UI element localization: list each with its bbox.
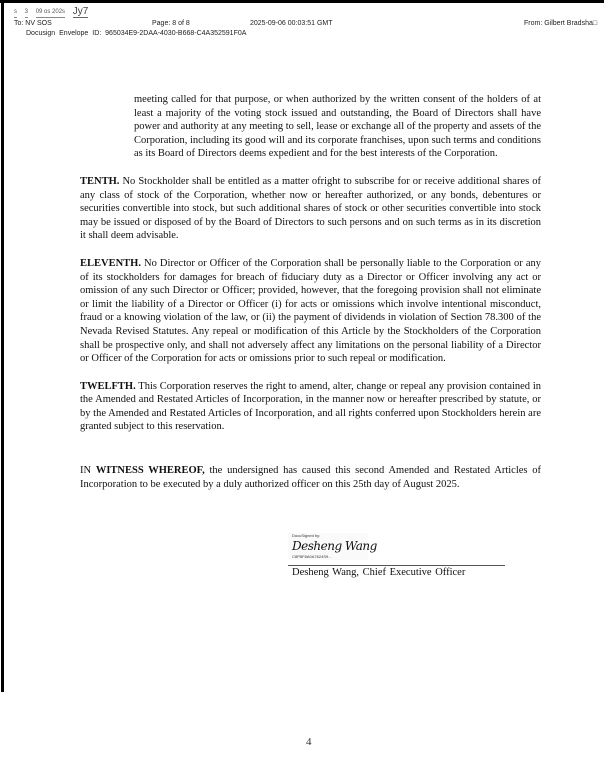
article-tenth [80, 175, 541, 243]
article-text: No Stockholder shall be entitled as a matter ofright to subscribe for or receive additional shares of any class of stock of the Corporation, whether now or hereafter authorized, or any bonds, debentures or securities convertible into stock, but such additional shares of stock or other securities convertible into stock may be issued or disposed of by the Board of Directors to such persons and on such terms as in its discretion it shall deem advisable. [80, 175, 541, 242]
stamp-mark: s [14, 8, 17, 18]
signature-block [288, 533, 508, 580]
document-body [80, 93, 541, 491]
article-heading: TWELFTH. [80, 380, 136, 392]
continuation-text: meeting called for that purpose, or when authorized by the written consent of the holders of at least a majority of the voting stock issued and outstanding, the Board of Directors shall have power and authority at any meeting to sell, lease or exchange all of the property and assets of the Corporation, including its good will and its corporate franchises, upon such terms and conditions as its Board of Directors deems expedient and for the best interests of the Corporation. [134, 94, 541, 160]
continuation-paragraph [134, 93, 541, 161]
article-text: This Corporation reserves the right to amend, alter, change or repeal any provision contained in the Amended and Restated Articles of Incorporation, in the manner now or hereafter prescribed by statute, or by the Amended and Restated Articles of Incorporation, and all rights conferred upon Stockholders herein are granted subject to this reservation. [80, 380, 541, 433]
fax-timestamp: 2025-09-06 00:03:51 GMT [250, 20, 333, 27]
stamp-mark: 3 [25, 8, 28, 18]
fax-recipient: To: NV SOS [14, 20, 52, 27]
witness-text: the undersigned has caused this second Amended and Restated Articles of Incorporation to be executed by a duly authorized officer on this 25th day of August 2025. [80, 465, 541, 490]
witness-heading: WITNESS WHEREOF, [95, 465, 205, 477]
article-heading: TENTH. [80, 175, 120, 187]
fax-top-border [0, 0, 604, 3]
witness-prefix: IN [80, 465, 96, 477]
page-number: 4 [306, 736, 312, 748]
fax-page-count: Page: 8 of 8 [152, 20, 190, 27]
handwritten-signature: Desheng Wang [292, 539, 377, 553]
article-twelfth [80, 380, 541, 434]
filing-stamp-row [14, 6, 598, 18]
fax-left-border [1, 0, 4, 692]
fax-header [14, 6, 598, 38]
docusign-envelope-id: Docusign Envelope ID: 965034E9-2DAA-4030-B668-C4A352591F0A [26, 30, 247, 37]
article-heading: ELEVENTH. [80, 257, 141, 269]
signer-id: C8FBF8A0A7624S9... [292, 554, 332, 559]
stamp-date: 09 os 202s [36, 8, 65, 18]
signer-name-title: Desheng Wang, Chief Executive Officer [292, 567, 466, 578]
stamp-initials: Jy7 [72, 6, 89, 17]
fax-sender: From: Gilbert Bradsha□ [524, 20, 598, 27]
witness-clause [80, 464, 541, 491]
article-text: No Director or Officer of the Corporation shall be personally liable to the Corporation or any of its stockholders for damages for breach of fiduciary duty as a Director or Officer involving any act or omission of any such Director or Officer; provided, however, that the foregoing provision shall not eliminate or limit the liability of a Director or Officer (i) for acts or omissions which involve intentional misconduct, fraud or a knowing violation of the law, or (ii) the payment of dividends in violation of Section 78.300 of the Nevada Revised Statutes. Any repeal or modification of this Article by the Stockholders of the Corporation shall be prospective only, and shall not adversely affect any limitations on the personal liability of a Director or Officer of the Corporation for acts or omissions prior to such repeal or modification. [80, 257, 541, 365]
article-eleventh [80, 257, 541, 366]
docusigned-label: DocuSigned by: [292, 533, 321, 538]
docusign-signature-box [288, 533, 377, 560]
fax-transmission-line [14, 19, 598, 28]
